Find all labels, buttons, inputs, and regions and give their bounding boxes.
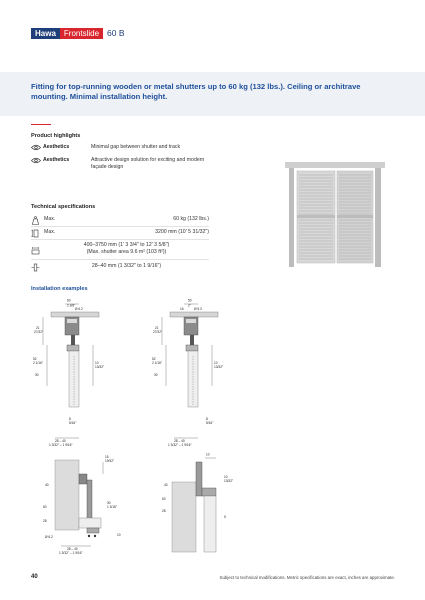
dim-c: 28 bbox=[162, 509, 166, 513]
dim-bolt: Ø 6.2 bbox=[45, 535, 53, 539]
installation-drawing-1 bbox=[31, 296, 131, 454]
installation-title: Installation examples bbox=[31, 286, 88, 292]
dim-h2-in: 2 1/16" bbox=[33, 361, 43, 365]
dim-top-width-in: 2" bbox=[188, 303, 191, 308]
height-icon bbox=[31, 229, 44, 239]
spec-value: 28–40 mm (1 3/32" to 1 9/16") bbox=[91, 263, 162, 269]
dim-b: 60 bbox=[162, 497, 166, 501]
weight-icon bbox=[31, 216, 44, 226]
dim-h2: 52 bbox=[33, 357, 37, 361]
dim-range: 28 – 40 bbox=[174, 439, 185, 443]
dim-h4-in: 13/32" bbox=[95, 365, 105, 369]
footer-note: Subject to technical modifications. Metric specifications are exact, inches are approximate. bbox=[219, 575, 395, 580]
brand-company: Hawa bbox=[31, 28, 60, 39]
dim-top-width-2: 16 bbox=[180, 307, 184, 311]
dim-c: 28 bbox=[43, 519, 47, 523]
section-divider bbox=[31, 124, 51, 125]
dim-b: 60 bbox=[43, 505, 47, 509]
installation-drawing-2 bbox=[150, 296, 250, 454]
dim-h1-in: 27/32" bbox=[153, 330, 163, 334]
dim-a: 40 bbox=[164, 483, 168, 487]
dim-h3: 30 bbox=[35, 373, 39, 377]
specs-title: Technical specifications bbox=[31, 204, 96, 210]
dim-range-in: 1 3/32" – 1 9/16" bbox=[49, 443, 73, 447]
eye-icon bbox=[31, 157, 43, 164]
dim-range: 28 – 40 bbox=[55, 439, 66, 443]
brand-product: Frontslide bbox=[60, 28, 103, 39]
product-photo bbox=[255, 147, 395, 267]
dim-gap-in: 5/16" bbox=[69, 421, 77, 425]
spec-value-block bbox=[44, 242, 209, 256]
dim-bolt: Ø 6.2 bbox=[75, 307, 83, 311]
thickness-icon bbox=[31, 263, 44, 273]
brand-model: 60 B bbox=[107, 28, 125, 38]
spec-label: Max. bbox=[44, 229, 56, 235]
dim-h4: 10 bbox=[95, 361, 99, 365]
dim-h3: 30 bbox=[154, 373, 158, 377]
dim-range-in: 1 3/32" – 1 9/16" bbox=[59, 551, 83, 555]
dim-d-in: 1 3/16" bbox=[107, 505, 117, 509]
dim-top: 10 bbox=[206, 452, 210, 457]
dim-h1-in: 27/32" bbox=[34, 330, 44, 334]
dim-h2-in: 2 1/16" bbox=[152, 361, 162, 365]
dim-top-in: 19/32" bbox=[105, 459, 115, 463]
dim-top-width: 60 bbox=[67, 298, 71, 303]
spec-item bbox=[31, 229, 209, 239]
width-icon bbox=[31, 246, 44, 256]
installation-drawing-3 bbox=[31, 452, 136, 560]
dim-gap: 8 bbox=[69, 417, 71, 421]
highlight-item bbox=[31, 157, 211, 171]
dim-h2: 52 bbox=[152, 357, 156, 361]
spec-value: 3200 mm (10' 5 31/32") bbox=[155, 229, 209, 235]
spec-divider bbox=[31, 239, 209, 240]
spec-value: 60 kg (132 lbs.) bbox=[173, 216, 209, 222]
dim-gap-in: 5/16" bbox=[206, 421, 214, 425]
dim-d: 30 bbox=[107, 501, 111, 505]
spec-value: 400–3750 mm (1' 3 3/4" to 12' 3 5/8") bbox=[83, 242, 170, 248]
spec-divider bbox=[31, 226, 209, 227]
eye-icon bbox=[31, 144, 43, 151]
dim-d-in: 13/32" bbox=[224, 479, 234, 483]
dim-h1: 21 bbox=[36, 326, 40, 330]
spec-item bbox=[31, 263, 209, 273]
dim-d: 10 bbox=[224, 475, 228, 479]
dim-gap: 8 bbox=[206, 417, 208, 421]
spec-item bbox=[31, 216, 209, 226]
brand-header bbox=[31, 28, 125, 39]
highlight-text: Attractive design solution for exciting and modern façade design bbox=[91, 157, 205, 170]
dim-h1: 21 bbox=[155, 326, 159, 330]
highlights-title: Product highlights bbox=[31, 133, 81, 139]
dim-top-width: 50 bbox=[188, 298, 192, 303]
dim-range-in: 1 3/32" – 1 9/16" bbox=[168, 443, 192, 447]
spec-item bbox=[31, 242, 209, 258]
dim-h4-in: 13/32" bbox=[214, 365, 224, 369]
spec-label: Max. bbox=[44, 216, 56, 222]
highlight-label: Aesthetics bbox=[43, 157, 70, 163]
spec-divider bbox=[31, 259, 209, 260]
dim-f: 10 bbox=[117, 533, 121, 537]
dim-a: 40 bbox=[45, 483, 49, 487]
dim-e: 5 bbox=[224, 515, 226, 519]
page-number: 40 bbox=[31, 574, 38, 580]
installation-drawing-4 bbox=[150, 452, 250, 560]
spec-value-note: (Max. shutter area 9.6 m² (103 ft²)) bbox=[86, 249, 167, 255]
dim-bolt: Ø 5.3 bbox=[194, 307, 202, 311]
highlight-label: Aesthetics bbox=[43, 144, 70, 150]
dim-h4: 10 bbox=[214, 361, 218, 365]
dim-top: 15 bbox=[105, 455, 109, 459]
highlight-text: Minimal gap between shutter and track bbox=[91, 144, 181, 150]
dim-top-width-in: 2 3/8" bbox=[67, 303, 76, 308]
dim-range: 28 – 40 bbox=[67, 547, 78, 551]
page-headline: Fitting for top-running wooden or metal shutters up to 60 kg (132 lbs.). Ceiling or architrave mounting. Minimal installation height. bbox=[31, 82, 361, 101]
highlight-item bbox=[31, 144, 211, 151]
